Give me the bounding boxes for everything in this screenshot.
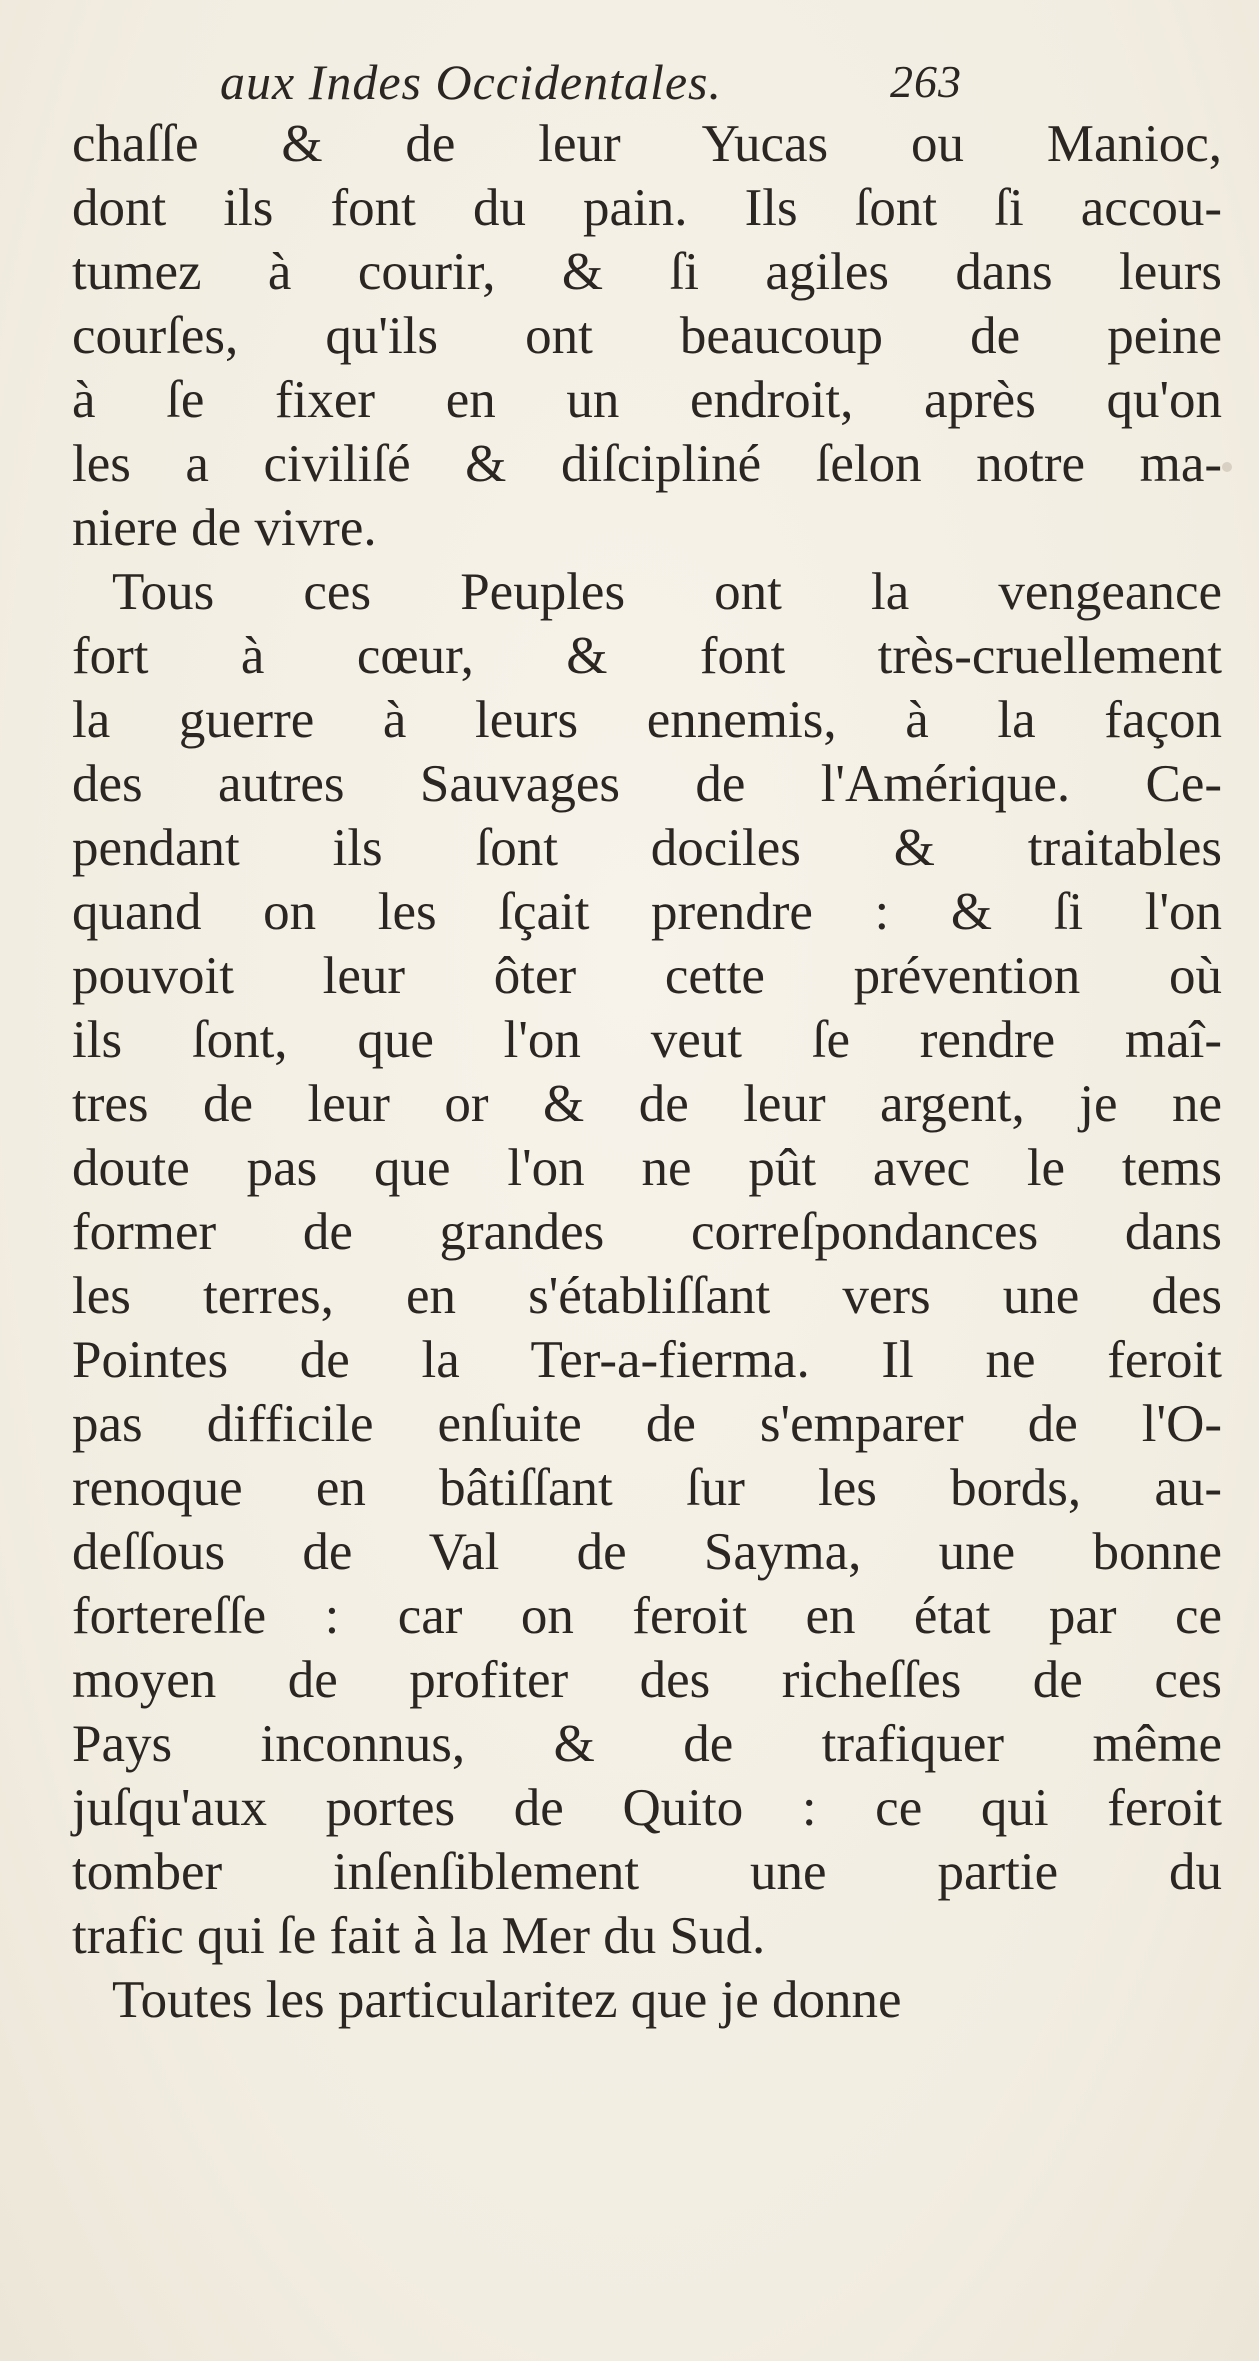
paper-speck — [1222, 462, 1232, 472]
text-line: tomber inſenſiblement une partie du — [72, 1843, 1222, 1901]
text-line: Toutes les particularitez que je donne — [112, 1971, 902, 2029]
text-line: Tous ces Peuples ont la vengeance — [112, 563, 1222, 621]
text-line: chaſſe & de leur Yucas ou Manioc, — [72, 115, 1222, 173]
blank-page-area — [0, 1560, 1259, 2360]
text-line: doute pas que l'on ne pût avec le tems — [72, 1139, 1222, 1197]
text-line: à ſe fixer en un endroit, après qu'on — [72, 371, 1222, 429]
text-line: pas difficile enſuite de s'emparer de l'O- — [72, 1395, 1222, 1453]
text-line: dont ils font du pain. Ils ſont ſi accou- — [72, 179, 1222, 237]
text-line: deſſous de Val de Sayma, une bonne — [72, 1523, 1222, 1581]
running-title: aux Indes Occidentales. — [220, 54, 723, 110]
text-line: la guerre à leurs ennemis, à la façon — [72, 691, 1222, 749]
text-line: des autres Sauvages de l'Amérique. Ce- — [72, 755, 1222, 813]
text-line: Pointes de la Ter-a-fierma. Il ne feroit — [72, 1331, 1222, 1389]
text-line: pendant ils ſont dociles & traitables — [72, 819, 1222, 877]
text-line: tres de leur or & de leur argent, je ne — [72, 1075, 1222, 1133]
text-line: courſes, qu'ils ont beaucoup de peine — [72, 307, 1222, 365]
text-line: tumez à courir, & ſi agiles dans leurs — [72, 243, 1222, 301]
text-line: les terres, en s'établiſſant vers une des — [72, 1267, 1222, 1325]
text-line: quand on les ſçait prendre : & ſi l'on — [72, 883, 1222, 941]
text-line: moyen de profiter des richeſſes de ces — [72, 1651, 1222, 1709]
text-line: renoque en bâtiſſant ſur les bords, au- — [72, 1459, 1222, 1517]
text-line: les a civiliſé & diſcipliné ſelon notre ma- — [72, 435, 1222, 493]
text-line: juſqu'aux portes de Quito : ce qui feroit — [72, 1779, 1222, 1837]
text-line: fort à cœur, & font très-cruellement — [72, 627, 1222, 685]
text-line: trafic qui ſe fait à la Mer du Sud. — [72, 1907, 766, 1965]
page-number: 263 — [890, 56, 962, 107]
text-line: ils ſont, que l'on veut ſe rendre maî- — [72, 1011, 1222, 1069]
text-line: pouvoit leur ôter cette prévention où — [72, 947, 1222, 1005]
text-line: fortereſſe : car on feroit en état par ce — [72, 1587, 1222, 1645]
text-line: Pays inconnus, & de trafiquer même — [72, 1715, 1222, 1773]
text-line: former de grandes correſpondances dans — [72, 1203, 1222, 1261]
text-line: niere de vivre. — [72, 499, 377, 557]
